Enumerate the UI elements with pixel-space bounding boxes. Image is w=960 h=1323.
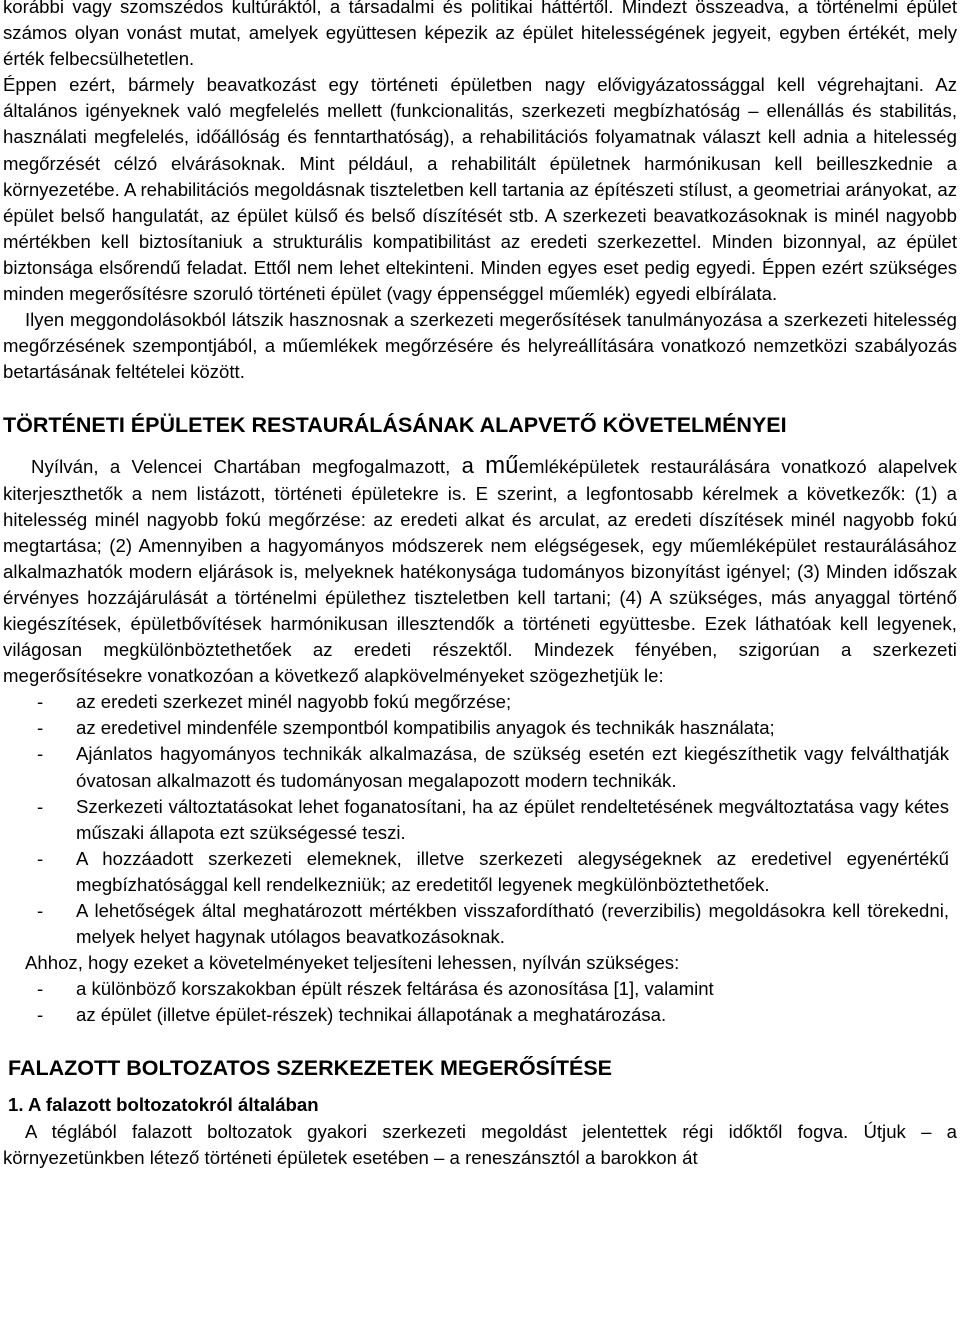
list-item [3, 689, 957, 715]
intro-paragraph-1: korábbi vagy szomszédos kultúráktól, a társadalmi és politikai háttértől. Mindezt összeadva, a történelmi épület számos olyan vonást mutat, amelyek együttesen képezik az épület hitelességének jegyeit, egyben értékét, mely érték felbecsülhetetlen. [3, 0, 957, 70]
list-item [3, 1002, 957, 1028]
list-item-text: A lehetőségek által meghatározott mértékben visszafordítható (reverzibilis) megoldásokra kell törekedni, melyek helyet hagynak utólagos beavatkozásoknak. [76, 900, 949, 948]
list-item-text: a különböző korszakokban épült részek feltárása és azonosítása [1], valamint [76, 978, 714, 1000]
necessary-steps-list [3, 976, 957, 1028]
document-page [3, 0, 957, 1171]
list-item [3, 794, 957, 846]
list-item [3, 976, 957, 1002]
requirements-paragraph [3, 453, 957, 689]
list-item-text: az eredetivel mindenféle szempontból kompatibilis anyagok és technikák használata; [76, 717, 775, 739]
list-marker: - [37, 978, 44, 1000]
list-marker: - [37, 1004, 44, 1026]
paragraph-a: a [461, 453, 474, 479]
list-item-text: az épület (illetve épület-részek) technikai állapotának a meghatározása. [76, 1004, 667, 1026]
list-item-text: A hozzáadott szerkezeti elemeknek, illetve szerkezeti alegységeknek az eredetivel egyenértékű megbízhatósággal kell rendelkezniük; az eredetitől legyenek megkülönböztethetőek. [76, 847, 949, 895]
list-marker: - [37, 847, 44, 869]
paragraph-mu: mű [485, 452, 519, 480]
section-heading-requirements: TÖRTÉNETI ÉPÜLETEK RESTAURÁLÁSÁNAK ALAPVETŐ KÖVETELMÉNYEI [3, 413, 787, 438]
list-item-text: Ajánlatos hagyományos technikák alkalmazása, de szükség esetén ezt kiegészíthetik vagy felválthatják óvatosan alkalmazott és tudományosan megalapozott modern technikák. [76, 743, 949, 791]
list-item [3, 846, 957, 898]
list-marker: - [37, 743, 44, 765]
list-marker: - [37, 691, 44, 713]
list-item [3, 715, 957, 741]
vaults-paragraph: A téglából falazott boltozatok gyakori szerkezeti megoldást jelentettek régi időktől fogva. Útjuk – a környezetünkben létező történeti épületek esetében – a reneszánsztól a barokkon át [3, 1120, 957, 1168]
list-item [3, 898, 957, 950]
list-marker: - [37, 795, 44, 817]
intro-paragraph-2: Éppen ezért, bármely beavatkozást egy történeti épületben nagy elővigyázatossággal kell végrehajtani. Az általános igényeknek való megfelelés mellett (funkcionalitás, szerkezeti megbízhatóság – ellenállás és stabilitás, használati megfelelés, időállóság és fenntarthatóság), a rehabilitációs folyamatnak választ kell adnia a hitelesség megőrzését célzó elvárásoknak. Mint például, a rehabilitált épületnek harmónikusan kell beilleszkednie a környezetébe. A rehabilitációs megoldásnak tiszteletben kell tartania az építészeti stílust, a geometriai arányokat, az épület belső hangulatát, az épület külső és belső díszítését stb. A szerkezeti beavatkozásoknak is minél nagyobb mértékben kell biztosítaniuk a strukturális kompatibilitást az eredeti szerkezettel. Minden bizonnyal, az épület biztonsága elsőrendű feladat. Ettől nem lehet eltekinteni. Minden egyes eset pedig egyedi. Éppen ezért szükséges minden megerősítésre szoruló történeti épület (vagy éppenséggel műemlék) egyedi elbírálata. [3, 74, 957, 305]
subsection-heading: 1. A falazott boltozatokról általában [8, 1094, 319, 1116]
paragraph-rest: emléképületek restaurálására vonatkozó alapelvek kiterjeszthetők a nem listázott, történeti épületekre is. E szerint, a legfontosabb kérelmek a következők: (1) a hitelesség minél nagyobb fokú megőrzése: az eredeti alkat és arculat, az eredeti díszítések minél nagyobb fokú megtartása; (2) Amennyiben a hagyományos módszerek nem elégségesek, egy műemléképület restaurálásához alkalmazhatók modern eljárások is, melyeknek hatékonysága tudományos bizonyítást igényel; (3) Minden időszak érvényes hozzájárulását a történelmi épülethez tiszteletben kell tartani; (4) A szükséges, más anyaggal történő kiegészítések, épületbővítések harmónikusan illesztendők a történeti együttesbe. Ezek láthatóak kell legyenek, világosan megkülönböztethetőek az eredeti részektől. Mindezek fényében, szigorúan a szerkezeti megerősítésekre vonatkozóan a következő alapkövelményeket szögezhetjük le: [3, 456, 957, 687]
list-item-text: Szerkezeti változtatásokat lehet foganatosítani, ha az épület rendeltetésének megváltoztatása vagy kétes műszaki állapota ezt szükségessé teszi. [76, 795, 949, 843]
list-item [3, 741, 957, 793]
list-marker: - [37, 717, 44, 739]
section-heading-vaults: FALAZOTT BOLTOZATOS SZERKEZETEK MEGERŐSÍTÉSE [8, 1056, 613, 1081]
list-marker: - [37, 900, 44, 921]
intro-paragraph-3: Ilyen meggondolásokból látszik hasznosnak a szerkezeti megerősítések tanulmányozása a szerkezeti hitelesség megőrzésének szempontjából, a műemlékek megőrzésére és helyreállítására vonatkozó nemzetközi szabályozás betartásának feltételei között. [3, 309, 957, 383]
requirements-list [3, 689, 957, 950]
paragraph-start: Nyílván, a Velencei Chartában megfogalmazott, [31, 456, 451, 478]
list-item-text: az eredeti szerkezet minél nagyobb fokú megőrzése; [76, 691, 512, 713]
after-list-paragraph: Ahhoz, hogy ezeket a követelményeket teljesíteni lehessen, nyílván szükséges: [25, 952, 680, 974]
